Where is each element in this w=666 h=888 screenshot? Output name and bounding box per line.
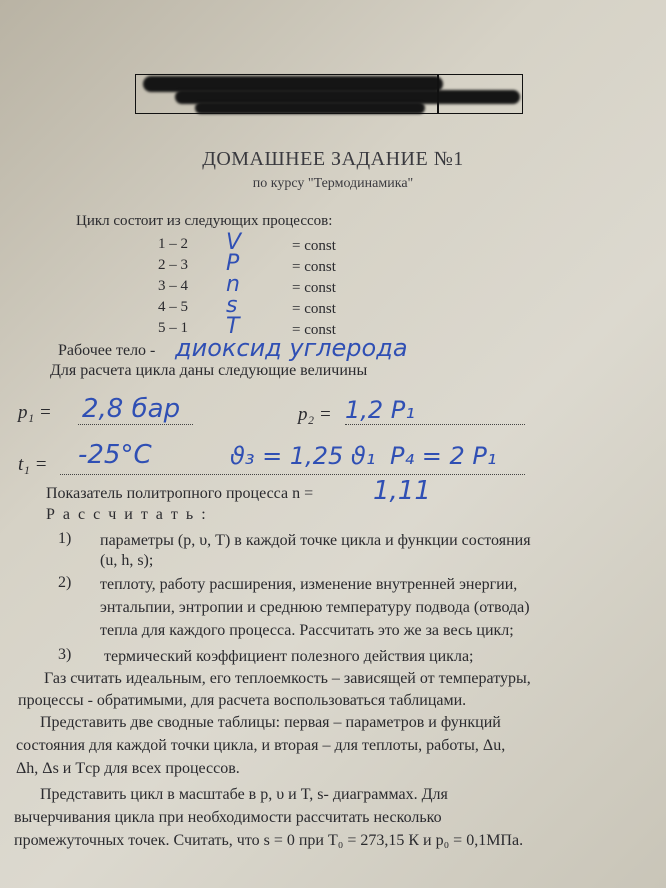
- process-param: T: [226, 314, 240, 339]
- process-param: V: [226, 230, 242, 255]
- process-param: P: [226, 251, 240, 276]
- paragraph-line: промежуточных точек. Считать, что s = 0 при T₀ = 273,15 К и p₀ = 0,1МПа.: [14, 832, 524, 849]
- page-subtitle: по курсу "Термодинамика": [252, 176, 414, 191]
- process-param: n: [226, 272, 240, 297]
- process-range: 1 – 2: [158, 236, 188, 252]
- process-const: = const: [292, 238, 336, 254]
- task-line: тепла для каждого процесса. Рассчитать это же за весь цикл;: [100, 622, 514, 639]
- task-line: параметры (p, υ, T) в каждой точке цикла и функции состояния: [100, 532, 531, 549]
- task-number: 2): [58, 574, 72, 591]
- process-const: = const: [292, 301, 336, 317]
- task-line: (u, h, s);: [100, 552, 154, 569]
- cycle-intro: Цикл состоит из следующих процессов:: [76, 213, 333, 229]
- task-number: 3): [58, 646, 72, 663]
- polytropic-value: 1,11: [373, 476, 431, 506]
- paragraph-line: состояния для каждой точки цикла, и вторая – для теплоты, работы, Δu,: [16, 737, 506, 754]
- paragraph-line: Газ считать идеальным, его теплоемкость – зависящей от температуры,: [44, 670, 531, 687]
- process-const: = const: [292, 280, 336, 296]
- process-range: 5 – 1: [158, 320, 188, 336]
- p2-dotted-line: [345, 424, 525, 425]
- t1-label: t₁ =: [18, 454, 48, 475]
- task-number: 1): [58, 530, 72, 547]
- p2-label: p₂ =: [298, 404, 332, 425]
- paragraph-line: Представить две сводные таблицы: первая – параметров и функций: [40, 714, 501, 731]
- working-body-value: диоксид углерода: [175, 334, 408, 362]
- p1-dotted-line: [78, 424, 193, 425]
- paragraph-line: Представить цикл в масштабе в p, υ и T, s- диаграммах. Для: [40, 786, 448, 803]
- process-range: 3 – 4: [158, 278, 188, 294]
- t1-dotted-line: [60, 474, 525, 475]
- tasks-heading: Р а с с ч и т а т ь :: [46, 506, 208, 523]
- polytropic-label: Показатель политропного процесса n =: [46, 485, 314, 502]
- working-body-label: Рабочее тело -: [58, 342, 156, 359]
- paragraph-line: процессы - обратимыми, для расчета воспользоваться таблицами.: [18, 692, 467, 709]
- v3-value: ϑ₃ = 1,25 ϑ₁: [230, 442, 376, 470]
- paragraph-line: Δh, Δs и Tср для всех процессов.: [16, 760, 240, 777]
- p4-value: P₄ = 2 P₁: [390, 442, 497, 470]
- process-const: = const: [292, 322, 336, 338]
- p2-value: 1,2 P₁: [345, 396, 415, 424]
- redacted-header: [135, 72, 525, 116]
- process-range: 4 – 5: [158, 299, 188, 315]
- given-values-label: Для расчета цикла даны следующие величины: [50, 362, 368, 379]
- task-line: теплоту, работу расширения, изменение внутренней энергии,: [100, 576, 518, 593]
- p1-label: p₁ =: [18, 402, 52, 423]
- process-range: 2 – 3: [158, 257, 188, 273]
- process-param: s: [226, 293, 238, 318]
- page-title: ДОМАШНЕЕ ЗАДАНИЕ №1: [202, 148, 464, 170]
- t1-value: -25°C: [78, 440, 152, 470]
- paragraph-line: вычерчивания цикла при необходимости рассчитать несколько: [14, 809, 442, 826]
- p1-value: 2,8 бар: [82, 394, 181, 424]
- process-const: = const: [292, 259, 336, 275]
- task-line: термический коэффициент полезного действия цикла;: [104, 648, 474, 665]
- task-line: энтальпии, энтропии и среднюю температуру подвода (отвода): [100, 599, 530, 616]
